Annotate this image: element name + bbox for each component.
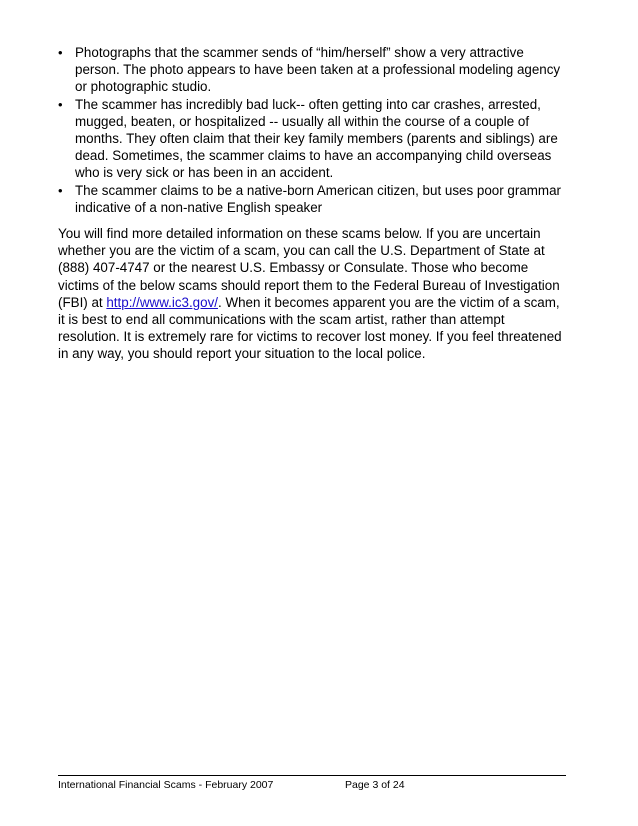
- body-paragraph: [58, 225, 568, 363]
- list-item: [58, 182, 568, 216]
- footer-page-number: Page 3 of 24: [345, 779, 405, 791]
- bullet-icon: •: [58, 45, 63, 60]
- bullet-icon: •: [58, 182, 63, 198]
- paragraph-text-before-link: You will find more detailed information on these scams below. If you are uncertain whether you are the victim of a scam, you can call the U.S. Department of State at (888) 407-4747 or the nearest U.S. Embassy or Consulate. Those who become victims of the below scams should report them to the Federal Bureau of Investigation (FBI) at: [58, 226, 560, 310]
- footer-divider: [58, 775, 566, 776]
- list-item: [58, 96, 568, 182]
- warning-signs-list: [58, 44, 568, 216]
- list-item-text: The scammer claims to be a native-born American citizen, but uses poor grammar indicative of a non-native English speaker: [75, 182, 561, 215]
- footer-document-title: International Financial Scams - February 2007: [58, 779, 274, 791]
- paragraph-text-after-link: . When it becomes apparent you are the victim of a scam, it is best to end all communications with the scam artist, rather than attempt resolution. It is extremely rare for victims to recover lost money. If you feel threatened in any way, you should report your situation to the local police.: [58, 294, 562, 362]
- bullet-icon: •: [58, 96, 63, 112]
- list-item-text: The scammer has incredibly bad luck-- often getting into car crashes, arrested, mugged, beaten, or hospitalized -- usually all within the course of a couple of months. They often claim that their key family members (parents and siblings) are dead. Sometimes, the scammer claims to have an accompanying child overseas who is very sick or has been in an accident.: [75, 96, 558, 181]
- ic3-link[interactable]: http://www.ic3.gov/: [106, 294, 218, 310]
- list-item-text: Photographs that the scammer sends of “him/herself” show a very attractive person. The photo appears to have been taken at a professional modeling agency or photographic studio.: [75, 45, 561, 95]
- list-item: [58, 44, 568, 96]
